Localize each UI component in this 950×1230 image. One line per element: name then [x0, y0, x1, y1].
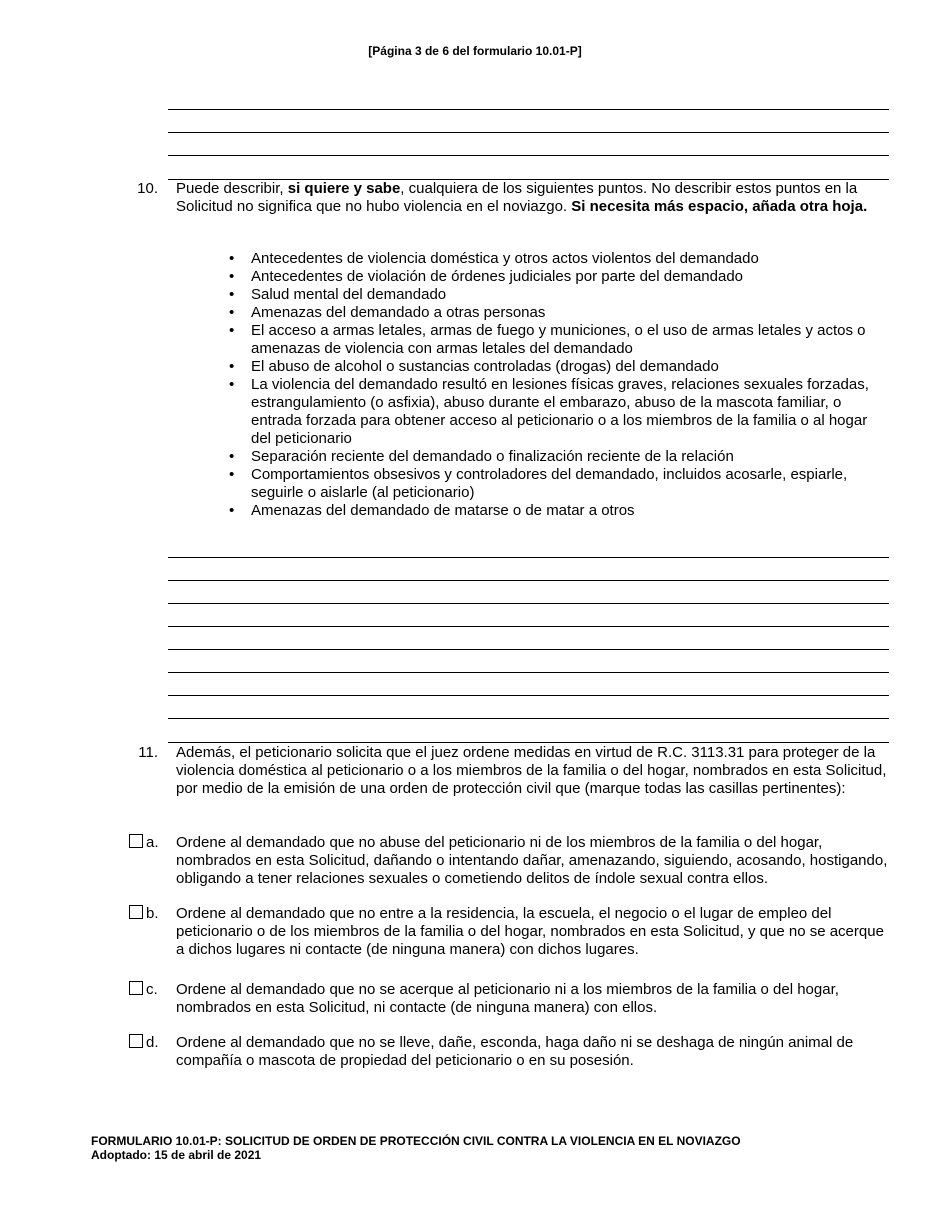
option-d-letter: d. — [146, 1034, 159, 1051]
bullet-icon: • — [229, 268, 235, 285]
list-item-text: Amenazas del demandado a otras personas — [251, 304, 546, 321]
answer-line[interactable] — [168, 580, 889, 581]
bullet-icon: • — [229, 502, 235, 519]
answer-line[interactable] — [168, 155, 889, 156]
option-c-checkbox[interactable] — [129, 981, 143, 995]
bullet-icon: • — [229, 322, 235, 339]
list-item — [229, 304, 889, 322]
item-11-text: Además, el peticionario solicita que el juez ordene medidas en virtud de R.C. 3113.31 para proteger de la violencia doméstica al peticionario o a los miembros de la familia o del hogar, nombrados en esta Solicitud, por medio de la emisión de una orden de protección civil que (marque todas las casillas pertinentes): — [176, 744, 887, 797]
answer-line[interactable] — [168, 603, 889, 604]
answer-line[interactable] — [168, 742, 889, 743]
option-c-text: Ordene al demandado que no se acerque al peticionario ni a los miembros de la familia o del hogar, nombrados en esta Solicitud, ni contacte (de ninguna manera) con ellos. — [176, 981, 839, 1016]
list-item — [229, 322, 889, 358]
answer-line[interactable] — [168, 649, 889, 650]
item-10-text-a: Puede describir, — [176, 180, 288, 197]
list-item — [229, 376, 889, 448]
answer-line[interactable] — [168, 132, 889, 133]
item-10-text-b: , cualquiera de los siguientes puntos. No describir estos puntos en la Solicitud no significa que no hubo violencia en el noviazgo. — [176, 180, 858, 215]
item-11-number: 11. — [138, 744, 158, 761]
page-footer — [91, 1134, 741, 1162]
bullet-icon: • — [229, 448, 235, 465]
page-header: [Página 3 de 6 del formulario 10.01-P] — [368, 44, 582, 58]
answer-line[interactable] — [168, 109, 889, 110]
bullet-icon: • — [229, 466, 235, 483]
item-10-bullet-list — [229, 250, 889, 520]
item-10-text — [176, 180, 891, 216]
list-item — [229, 466, 889, 502]
answer-line[interactable] — [168, 626, 889, 627]
list-item-text: Amenazas del demandado de matarse o de matar a otros — [251, 502, 635, 519]
list-item-text: El acceso a armas letales, armas de fuego y municiones, o el uso de armas letales y actos o amenazas de violencia con armas letales del demandado — [251, 322, 866, 357]
list-item — [229, 502, 889, 520]
option-a-checkbox[interactable] — [129, 834, 143, 848]
item-10-number: 10. — [137, 180, 158, 197]
list-item-text: Separación reciente del demandado o finalización reciente de la relación — [251, 448, 734, 465]
item-10-text-bold2: Si necesita más espacio, añada otra hoja. — [571, 198, 868, 215]
option-b-text: Ordene al demandado que no entre a la residencia, la escuela, el negocio o el lugar de empleo del peticionario o de los miembros de la familia o del hogar, nombrados en esta Solicitud, y que no se acerque a dichos lugares ni contacte (de ninguna manera) con dichos lugares. — [176, 905, 884, 958]
list-item — [229, 448, 889, 466]
option-c-letter: c. — [146, 981, 158, 998]
list-item — [229, 358, 889, 376]
bullet-icon: • — [229, 304, 235, 321]
answer-line[interactable] — [168, 695, 889, 696]
list-item-text: La violencia del demandado resultó en lesiones físicas graves, relaciones sexuales forzadas, estrangulamiento (o asfixia), abuso durante el embarazo, abuso de la mascota familiar, o entrada forzada para obtener acceso al peticionario o a los miembros de la familia o al hogar del peticionario — [251, 376, 869, 447]
option-d-text: Ordene al demandado que no se lleve, dañe, esconda, haga daño ni se deshaga de ningún animal de compañía o mascota de propiedad del peticionario o en su posesión. — [176, 1034, 854, 1069]
footer-adopted-date: Adoptado: 15 de abril de 2021 — [91, 1148, 262, 1162]
bullet-icon: • — [229, 286, 235, 303]
list-item-text: Antecedentes de violación de órdenes judiciales por parte del demandado — [251, 268, 744, 285]
list-item-text: Salud mental del demandado — [251, 286, 447, 303]
bullet-icon: • — [229, 376, 235, 393]
option-a-text: Ordene al demandado que no abuse del peticionario ni de los miembros de la familia o del hogar, nombrados en esta Solicitud, dañando o intentando dañar, amenazando, siguiendo, acosando, hostigando, obligando a tener relaciones sexuales o cometiendo delitos de índole sexual contra ellos. — [176, 834, 888, 887]
list-item — [229, 250, 889, 268]
bullet-icon: • — [229, 250, 235, 267]
option-b-letter: b. — [146, 905, 159, 922]
answer-line[interactable] — [168, 557, 889, 558]
list-item-text: Antecedentes de violencia doméstica y otros actos violentos del demandado — [251, 250, 759, 267]
list-item-text: Comportamientos obsesivos y controladores del demandado, incluidos acosarle, espiarle, seguirle o aislarle (al peticionario) — [251, 466, 848, 501]
item-10-text-bold1: si quiere y sabe — [287, 180, 401, 197]
answer-line[interactable] — [168, 672, 889, 673]
footer-form-title: FORMULARIO 10.01-P: SOLICITUD DE ORDEN DE PROTECCIÓN CIVIL CONTRA LA VIOLENCIA EN EL NOVIAZGO — [91, 1134, 741, 1148]
answer-line[interactable] — [168, 718, 889, 719]
list-item — [229, 268, 889, 286]
list-item-text: El abuso de alcohol o sustancias controladas (drogas) del demandado — [251, 358, 719, 375]
bullet-icon: • — [229, 358, 235, 375]
list-item — [229, 286, 889, 304]
option-b-checkbox[interactable] — [129, 905, 143, 919]
option-a-letter: a. — [146, 834, 159, 851]
option-d-checkbox[interactable] — [129, 1034, 143, 1048]
